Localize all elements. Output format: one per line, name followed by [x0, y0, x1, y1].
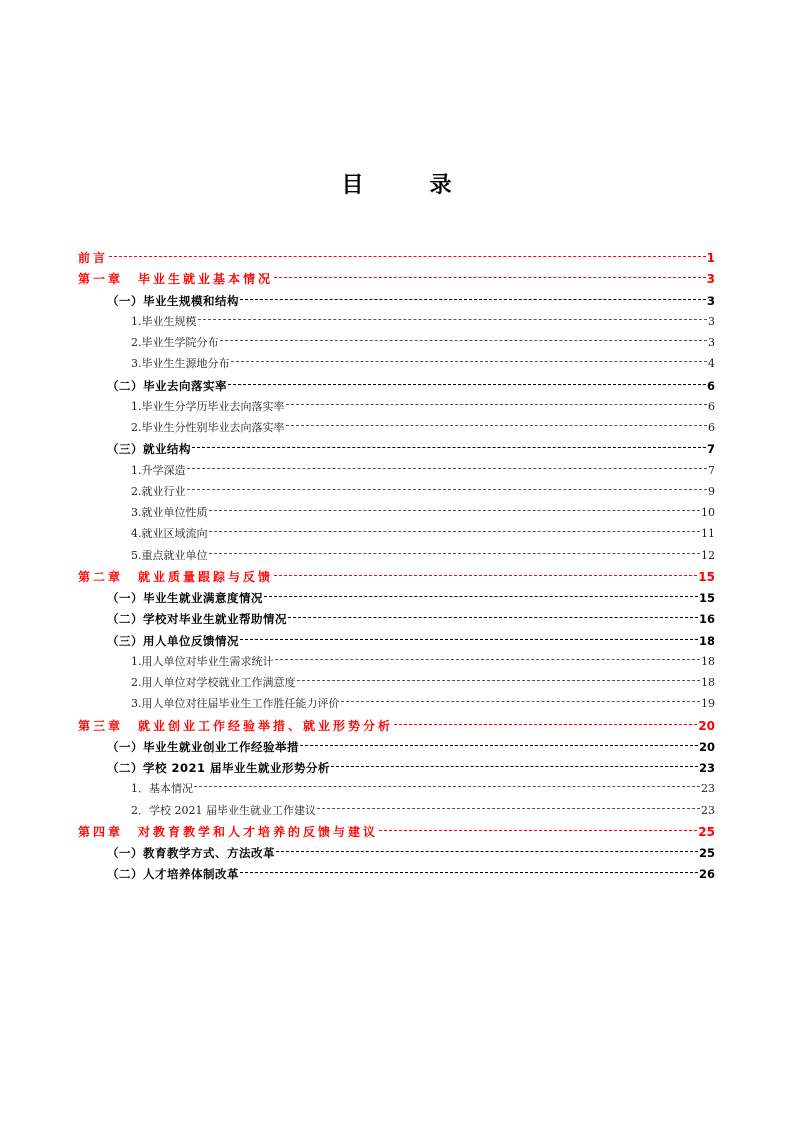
toc-entry[interactable] [107, 631, 715, 651]
toc-entry[interactable] [107, 291, 715, 311]
toc-page-number: 18 [698, 633, 715, 648]
toc-page-number: 7 [706, 442, 715, 457]
toc-leader-line [240, 872, 698, 873]
toc-entry-label: 2.就业行业 [131, 484, 186, 498]
toc-leader-line [264, 596, 698, 597]
toc-entry[interactable] [131, 503, 715, 523]
toc-entry-label: 1.升学深造 [131, 463, 186, 477]
toc-leader-line [331, 766, 698, 767]
toc-page-number: 16 [698, 612, 715, 627]
toc-entry-label: 1.毕业生分学历毕业去向落实率 [131, 399, 285, 413]
toc-leader-line [220, 340, 708, 341]
toc-page-number: 25 [698, 846, 715, 860]
toc-page-number: 3 [706, 272, 715, 287]
toc-entry[interactable] [131, 652, 715, 672]
toc-entry[interactable] [131, 333, 715, 353]
toc-entry-label: 第四章 对教育教学和人才培养的反馈与建议 [78, 824, 379, 839]
toc-page-number: 12 [701, 548, 715, 562]
toc-entry-label: （一）毕业生就业创业工作经验举措 [107, 739, 299, 754]
toc-leader-line [209, 531, 701, 532]
toc-leader-line [379, 830, 697, 831]
page-title: 目 录 [341, 173, 474, 198]
toc-entry[interactable] [107, 588, 715, 608]
toc-leader-line [300, 745, 698, 746]
toc-entry-label: 第三章 就业创业工作经验举措、就业形势分析 [78, 718, 394, 733]
toc-page-number: 25 [698, 824, 715, 839]
toc-leader-line [274, 277, 706, 278]
toc-leader-line [198, 319, 708, 320]
toc-entry-label: 2.毕业生学院分布 [131, 336, 219, 349]
toc-entry-label: （三）用人单位反馈情况 [107, 633, 239, 648]
toc-leader-line [187, 489, 708, 490]
toc-leader-line [209, 510, 701, 511]
toc-entry[interactable] [107, 439, 715, 459]
toc-entry[interactable] [131, 482, 715, 502]
toc-leader-line [240, 639, 698, 640]
toc-entry[interactable] [107, 609, 715, 629]
toc-leader-line [297, 680, 701, 681]
toc-entry-label: 4.就业区域流向 [131, 527, 208, 541]
toc-page-number: 9 [708, 484, 715, 498]
toc-leader-line [240, 299, 706, 300]
toc-page-number: 20 [698, 718, 715, 733]
toc-page-number: 26 [698, 867, 715, 882]
toc-entry[interactable] [78, 822, 715, 842]
toc-page-number: 23 [701, 803, 715, 817]
toc-entry[interactable] [131, 354, 715, 374]
toc-leader-line [209, 553, 701, 554]
toc-page-number: 15 [698, 591, 715, 605]
toc-page-number: 1 [706, 251, 715, 265]
toc-entry[interactable] [107, 376, 715, 396]
toc-entry[interactable] [78, 248, 715, 268]
toc-leader-line [275, 659, 701, 660]
toc-entry-label: （一）毕业生规模和结构 [107, 293, 239, 308]
toc-page-number: 18 [701, 654, 715, 668]
toc-entry[interactable] [131, 779, 715, 799]
toc-page-number: 23 [698, 761, 715, 775]
toc-entry-label: 5.重点就业单位 [131, 548, 208, 562]
toc-page-number: 3 [708, 314, 715, 328]
toc-entry-label: 3.毕业生生源地分布 [131, 357, 230, 371]
toc-page-number: 20 [698, 739, 715, 754]
toc-leader-line [194, 786, 700, 787]
toc-leader-line [288, 617, 698, 618]
toc-page-number: 3 [708, 336, 715, 349]
toc-leader-line [276, 851, 698, 852]
toc-page-number: 6 [708, 421, 715, 434]
toc-entry-label: 第二章 就业质量跟踪与反馈 [78, 569, 274, 584]
toc-leader-line [394, 724, 697, 725]
toc-page-number: 6 [708, 399, 715, 413]
toc-page-number: 3 [706, 293, 715, 308]
toc-entry[interactable] [131, 524, 715, 544]
toc-leader-line [286, 404, 708, 405]
toc-entry[interactable] [78, 716, 715, 736]
toc-entry-label: 第一章 毕业生就业基本情况 [78, 272, 274, 287]
toc-entry[interactable] [131, 546, 715, 566]
toc-entry[interactable] [107, 843, 715, 863]
toc-entry[interactable] [131, 312, 715, 332]
toc-leader-line [231, 361, 708, 362]
toc-leader-line [192, 447, 706, 448]
toc-entry-label: 1.用人单位对毕业生需求统计 [131, 654, 274, 668]
toc-entry-label: 3.就业单位性质 [131, 506, 208, 519]
toc-entry[interactable] [78, 269, 715, 289]
toc-entry[interactable] [131, 673, 715, 693]
toc-entry-label: 2．学校 2021 届毕业生就业工作建议 [131, 803, 316, 817]
toc-page-number: 10 [701, 506, 715, 519]
toc-entry-label: 1．基本情况 [131, 782, 193, 796]
toc-entry-label: 3.用人单位对往届毕业生工作胜任能力评价 [131, 697, 340, 711]
toc-entry[interactable] [78, 567, 715, 587]
toc-leader-line [317, 808, 700, 809]
toc-leader-line [187, 468, 708, 469]
toc-leader-line [109, 256, 706, 257]
toc-entry-label: （三）就业结构 [107, 442, 191, 457]
toc-page-number: 23 [701, 782, 715, 796]
toc-page-number: 7 [708, 463, 715, 477]
toc-page-number: 18 [701, 676, 715, 689]
toc-entry[interactable] [107, 737, 715, 757]
toc-entry-label: （二）毕业去向落实率 [107, 378, 227, 393]
toc-page-number: 4 [708, 357, 715, 371]
toc-entry-label: （二）人才培养体制改革 [107, 867, 239, 882]
toc-leader-line [228, 384, 706, 385]
toc-leader-line [274, 575, 697, 576]
toc-leader-line [341, 701, 701, 702]
toc-page-number: 19 [701, 697, 715, 711]
toc-entry[interactable] [131, 397, 715, 417]
toc-entry[interactable] [131, 418, 715, 438]
toc-entry-label: （二）学校 2021 届毕业生就业形势分析 [107, 761, 331, 775]
toc-entry[interactable] [131, 801, 715, 821]
toc-page-number: 11 [701, 527, 715, 541]
toc-entry[interactable] [107, 758, 715, 778]
toc-leader-line [286, 425, 708, 426]
toc-entry-label: （二）学校对毕业生就业帮助情况 [107, 612, 287, 627]
toc-entry-label: 2.毕业生分性别毕业去向落实率 [131, 421, 285, 434]
toc-page-number: 6 [706, 378, 715, 393]
toc-entry[interactable] [107, 864, 715, 884]
toc-entry-label: 1.毕业生规模 [131, 314, 197, 328]
toc-entry-label: 2.用人单位对学校就业工作满意度 [131, 676, 296, 689]
toc-entry-label: （一）毕业生就业满意度情况 [107, 591, 263, 605]
toc-entry[interactable] [131, 461, 715, 481]
toc-page-number: 15 [698, 569, 715, 584]
toc-entry-label: （一）教育教学方式、方法改革 [107, 846, 275, 860]
toc-entry-label: 前言 [78, 251, 109, 265]
toc-entry[interactable] [131, 694, 715, 714]
